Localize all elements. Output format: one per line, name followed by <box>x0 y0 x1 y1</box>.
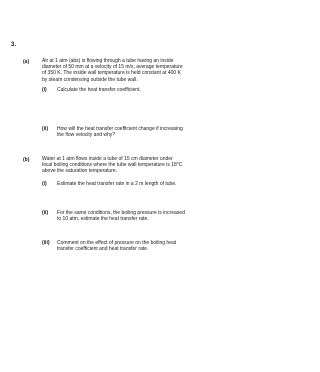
part-a-ii-label: (ii) <box>42 126 49 132</box>
part-a-ii-text <box>57 126 183 138</box>
text-line: local boiling conditions where the tube wall temperature is 18°C <box>42 162 183 169</box>
part-b-ii-text <box>57 210 185 222</box>
part-a-i-label: (i) <box>42 87 47 93</box>
text-line: to 10 atm, estimate the heat transfer rate. <box>57 215 149 222</box>
part-b-label: (b) <box>23 157 30 163</box>
question-number: 3. <box>11 42 17 48</box>
text-line: Estimate the heat transfer rate in a 2 m length of tube. <box>57 180 177 187</box>
text-line: How will the heat transfer coefficient change if increasing <box>57 125 183 132</box>
text-line: of 350 K. The inside wall temperature is held constant at 400 K <box>42 70 181 77</box>
part-b-text <box>42 156 182 175</box>
part-a-text <box>42 58 183 83</box>
part-b-i-label: (i) <box>42 181 47 187</box>
text-line: by steam condensing outside the tube wall. <box>42 76 138 83</box>
text-line: Water at 1 atm flows inside a tube of 15 cm diameter under <box>42 156 173 162</box>
part-b-i-text <box>57 181 177 187</box>
part-a-label: (a) <box>23 59 30 65</box>
text-line: For the same conditions, the boiling pressure is increased <box>57 209 185 216</box>
part-b-iii-text <box>57 240 176 252</box>
part-a-i-text <box>57 87 141 93</box>
part-b-iii-label: (iii) <box>42 240 50 246</box>
text-line: diameter of 50 mm at a velocity of 15 m/s, average temperature <box>42 64 183 71</box>
part-b-ii-label: (ii) <box>42 210 49 216</box>
text-line: Calculate the heat transfer coefficient. <box>57 86 141 93</box>
text-line: Comment on the effect of pressure on the boiling heat <box>57 239 177 246</box>
text-line: above the saturation temperature. <box>42 168 118 175</box>
text-line: Air at 1 atm (abs) is flowing through a tube having an inside <box>42 58 174 64</box>
text-line: transfer coefficient and heat transfer rate. <box>57 245 149 252</box>
text-line: the flow velocity and why? <box>57 131 116 138</box>
